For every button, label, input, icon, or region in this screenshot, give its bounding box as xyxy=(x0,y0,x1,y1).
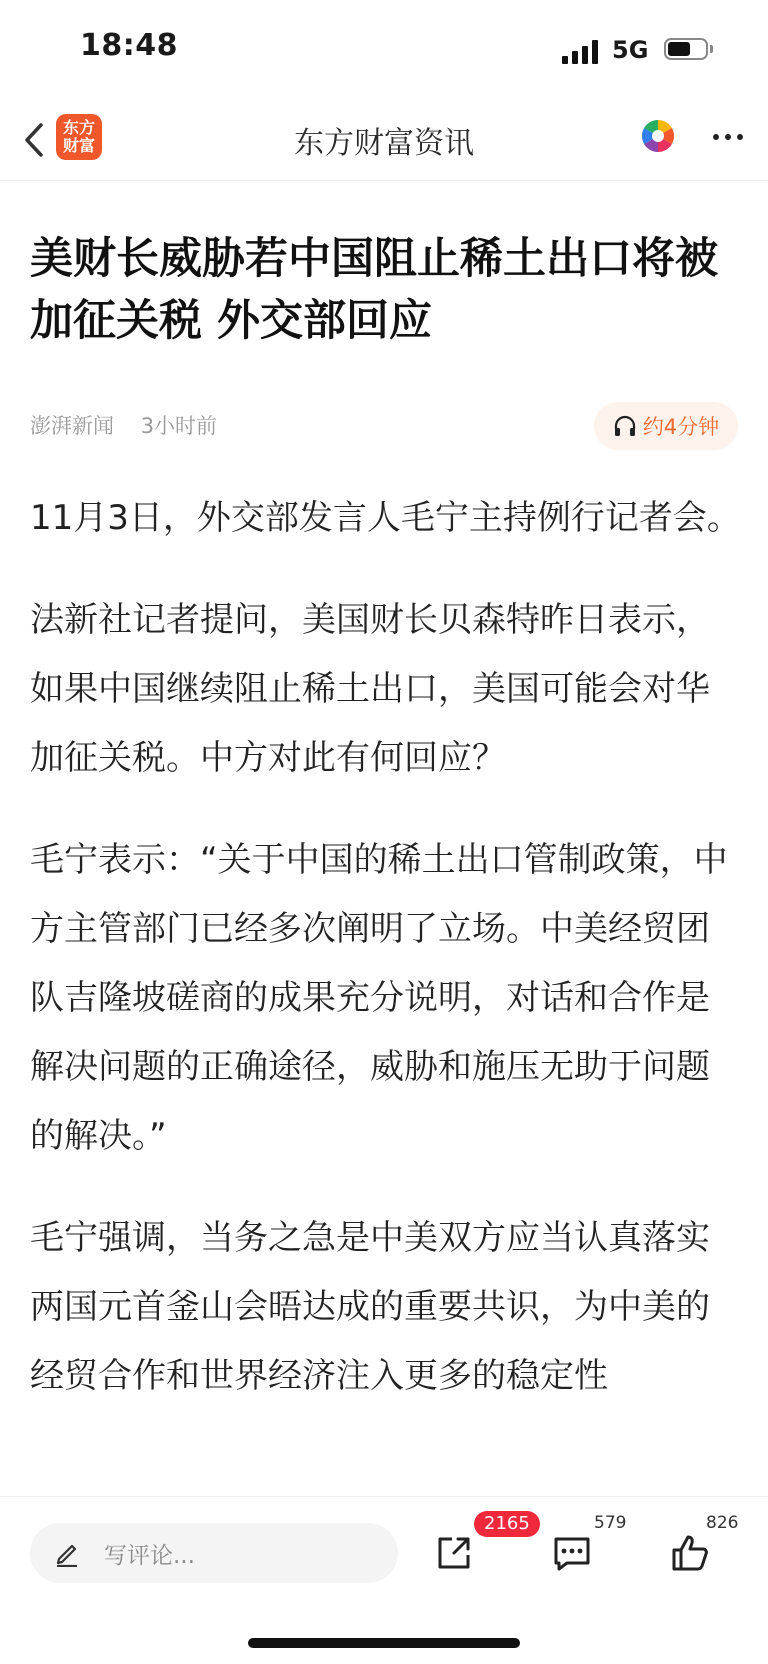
article-paragraph-2: 法新社记者提问，美国财长贝森特昨日表示，如果中国继续阻止稀土出口，美国可能会对华加征关税。中方对此有何回应？ xyxy=(30,600,710,778)
like-count: 826 xyxy=(706,1513,739,1533)
comment-button[interactable] xyxy=(546,1527,598,1579)
comment-placeholder: 写评论... xyxy=(104,1542,195,1569)
article-body xyxy=(30,484,742,1496)
article-paragraph-4: 毛宁强调，当务之急是中美双方应当认真落实两国元首釜山会晤达成的重要共识，为中美的经贸合作和世界经济注入更多的稳定性 xyxy=(30,1218,710,1396)
article-meta xyxy=(30,410,237,440)
article-paragraph-3: 毛宁表示：“关于中国的稀土出口管制政策，中方主管部门已经多次阐明了立场。中美经贸团队吉隆坡磋商的成果充分说明，对话和合作是解决问题的正确途径，威胁和施压无助于问题的解决。” xyxy=(30,840,728,1156)
share-count-badge: 2165 xyxy=(474,1511,540,1537)
listen-duration: 约4分钟 xyxy=(642,415,720,439)
like-icon xyxy=(670,1533,710,1573)
status-bar xyxy=(0,0,768,100)
article-paragraph-1: 11月3日，外交部发言人毛宁主持例行记者会。 xyxy=(30,498,741,538)
pinwheel-icon[interactable] xyxy=(640,118,676,154)
page-title: 东方财富资讯 xyxy=(294,126,474,161)
status-time: 18:48 xyxy=(80,28,178,63)
comment-icon xyxy=(551,1533,593,1573)
share-button[interactable] xyxy=(428,1527,480,1579)
more-icon xyxy=(713,134,743,140)
comment-input[interactable] xyxy=(30,1523,398,1583)
more-button[interactable] xyxy=(706,120,750,154)
article-source[interactable]: 澎湃新闻 xyxy=(30,414,114,438)
listen-button[interactable] xyxy=(594,402,738,450)
battery-icon xyxy=(664,38,712,62)
article-headline: 美财长威胁若中国阻止稀土出口将被加征关税 外交部回应 xyxy=(30,234,718,346)
nav-bar xyxy=(0,100,768,181)
pen-icon xyxy=(54,1539,80,1567)
share-icon xyxy=(434,1533,474,1573)
headphones-icon xyxy=(613,415,637,437)
comment-count: 579 xyxy=(594,1513,627,1533)
logo-line2: 财富 xyxy=(62,136,95,155)
article-time: 3小时前 xyxy=(140,414,218,438)
logo-line1: 东方 xyxy=(62,118,95,137)
home-indicator[interactable] xyxy=(248,1638,520,1648)
network-type: 5G xyxy=(612,36,649,64)
signal-icon xyxy=(562,40,600,64)
like-button[interactable] xyxy=(664,1527,716,1579)
